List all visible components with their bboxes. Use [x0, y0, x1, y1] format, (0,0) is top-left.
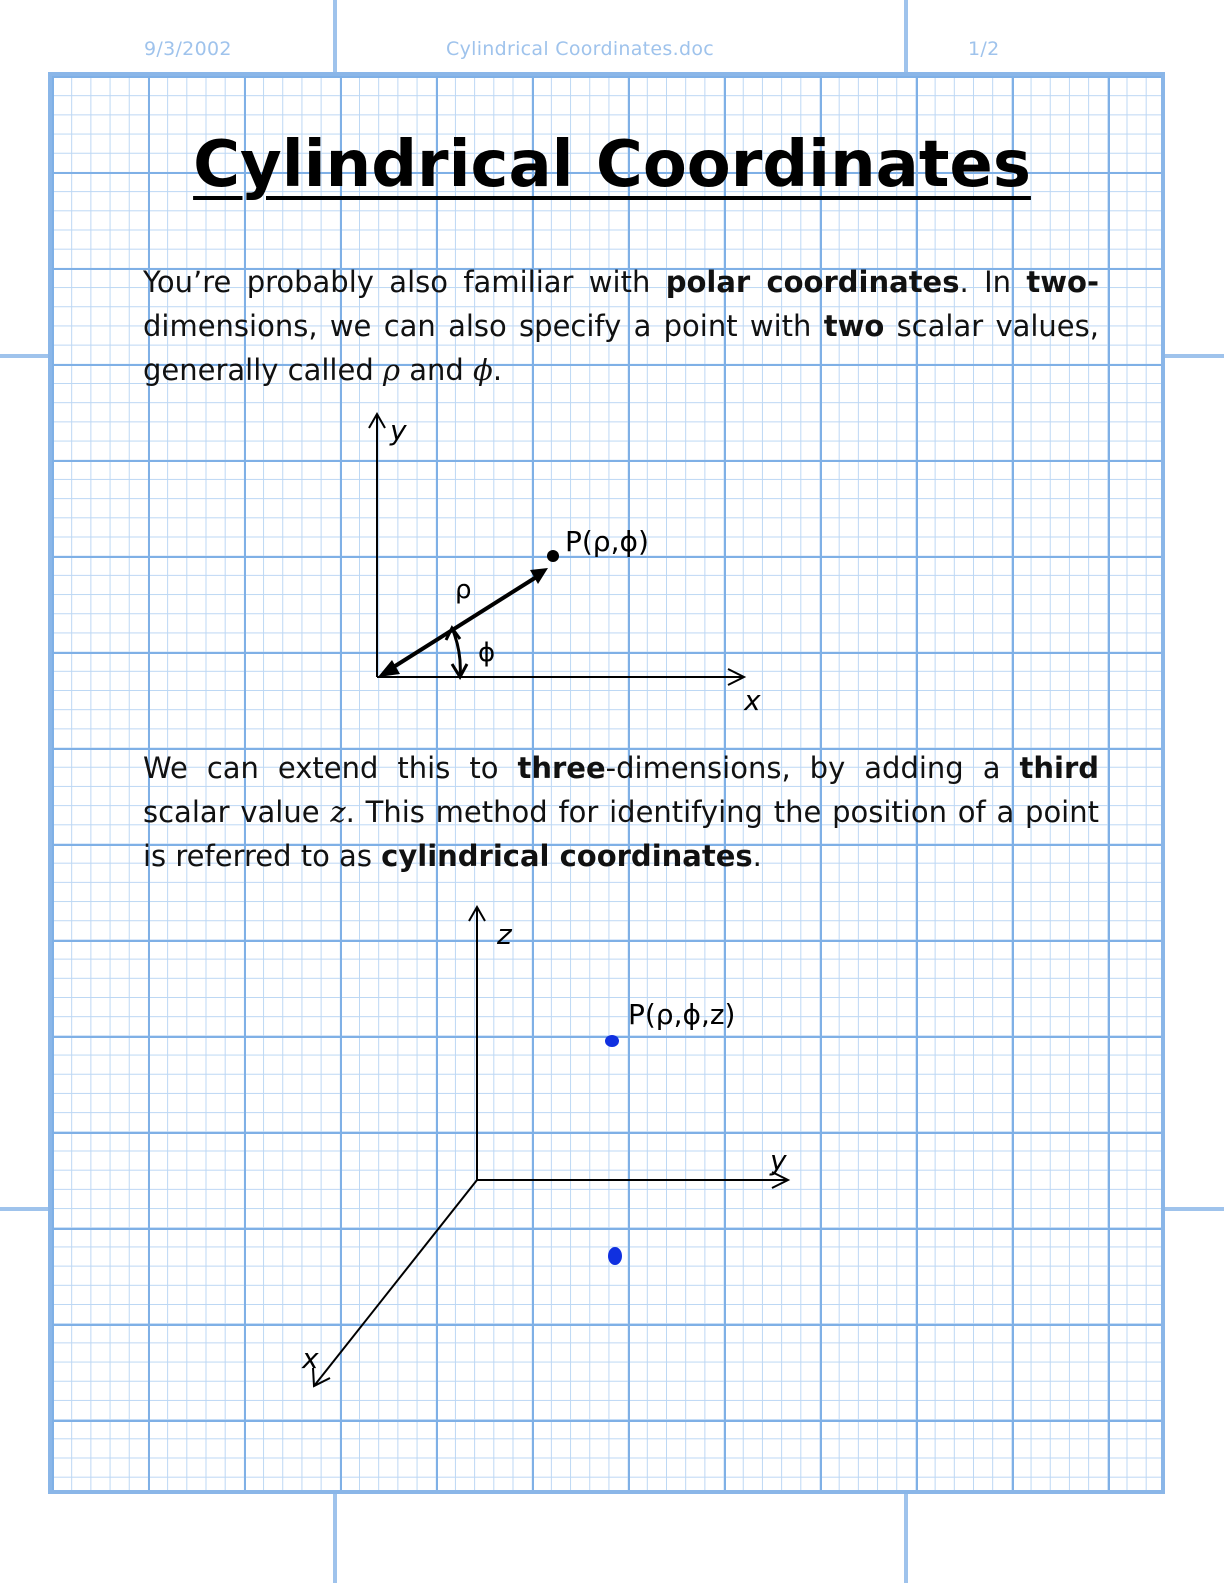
header-filename: Cylindrical Coordinates.doc — [446, 38, 714, 60]
header-date: 9/3/2002 — [144, 38, 232, 60]
para1-text-2: . In — [959, 265, 1027, 299]
phi-label: ϕ — [478, 638, 496, 668]
cyl-y-label: y — [770, 1144, 787, 1177]
para1-bold-two: two — [823, 309, 885, 343]
para2-bold-three: three — [517, 751, 606, 785]
cyl-projection-dot — [608, 1247, 622, 1265]
cyl-z-label: z — [497, 918, 512, 951]
para2-text-3: scalar value — [143, 795, 331, 829]
para2-z-symbol: z — [330, 795, 346, 829]
para2-text-5: . — [752, 839, 762, 873]
para1-text-4: scalar values, generally called — [143, 309, 1099, 387]
page-title-text: Cylindrical Coordinates — [193, 128, 1031, 202]
para2-text-2: -dimensions, by adding a — [605, 751, 1020, 785]
para1-bold-two-dash: two- — [1026, 265, 1100, 299]
cyl-x-label: x — [302, 1342, 319, 1375]
para1-text-3: dimensions, we can also specify a point with — [143, 309, 824, 343]
rho-label: ρ — [455, 575, 472, 605]
para1-rho-symbol: ρ — [382, 353, 401, 387]
cyl-point-dot — [605, 1035, 619, 1047]
para1-text-1: You’re probably also familiar with — [143, 265, 666, 299]
para1-phi-symbol: ϕ — [473, 353, 493, 387]
para2-bold-third: third — [1019, 751, 1100, 785]
para2-text-1: We can extend this to — [143, 751, 518, 785]
header-page-number: 1/2 — [968, 38, 1000, 60]
para1-text-5: and — [400, 353, 474, 387]
cyl-point-label: P(ρ,ϕ,z) — [628, 998, 736, 1031]
cyl-x-axis — [314, 1180, 477, 1386]
para1-bold-polar-coordinates: polar coordinates — [665, 265, 960, 299]
polar-y-label: y — [390, 414, 407, 447]
para1-text-6: . — [492, 353, 503, 387]
polar-point-label: P(ρ,ϕ) — [565, 525, 649, 558]
polar-x-label: x — [744, 684, 761, 717]
para2-bold-cylindrical-coordinates: cylindrical coordinates — [381, 839, 753, 873]
para2-text-4: . This method for identifying the position of a point is referred to as — [143, 795, 1099, 873]
